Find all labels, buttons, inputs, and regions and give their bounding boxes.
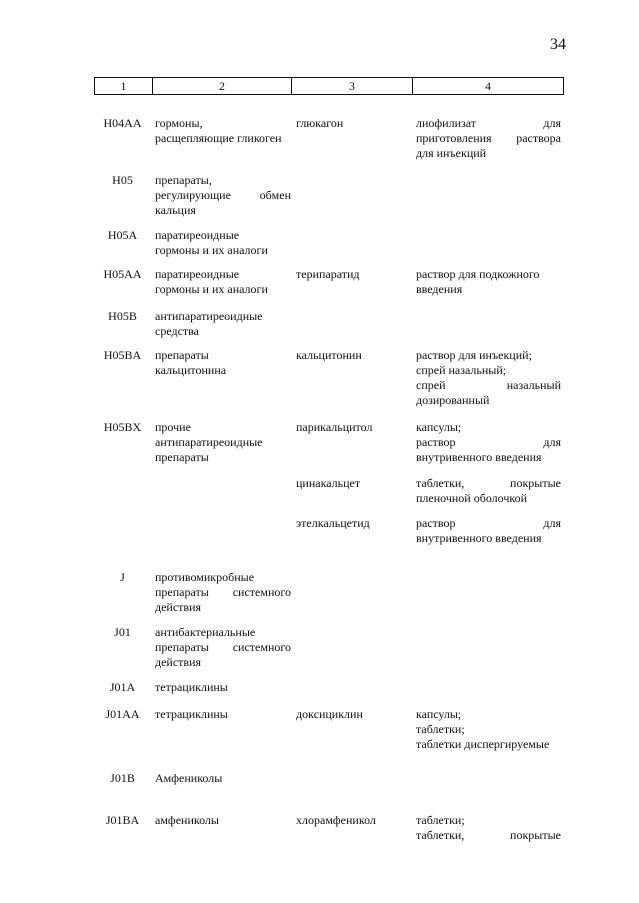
atc-code: H05BA: [103, 348, 142, 362]
atc-code: J01A: [109, 680, 136, 694]
group-name: [155, 348, 291, 378]
dosage-forms-line: раствор для подкожного: [416, 267, 540, 281]
atc-code: J01: [114, 625, 131, 639]
dosage-forms-line: таблетки;: [416, 722, 465, 736]
header-col-3: 3: [292, 78, 413, 94]
group-name-line: средства: [155, 324, 200, 338]
dosage-forms-line: спрей назальный;: [416, 363, 507, 377]
dosage-forms: [416, 707, 561, 752]
dosage-forms-line: [416, 476, 561, 491]
page-number: 34: [550, 36, 566, 53]
group-name-line: тетрациклины: [155, 707, 228, 721]
word: регулирующие: [155, 188, 231, 202]
group-name: [155, 680, 291, 695]
word: системного: [232, 585, 291, 599]
word: для: [543, 435, 561, 449]
group-name-line: прочие: [155, 420, 191, 434]
group-name: [155, 228, 291, 258]
word: приготовления: [416, 131, 492, 145]
dosage-forms-line: для инъекций: [416, 146, 487, 160]
group-name-line: гормоны,: [155, 116, 203, 130]
dosage-forms-line: [416, 516, 561, 531]
header-col-1: 1: [95, 78, 153, 94]
group-name: [155, 267, 291, 297]
atc-code: J01BA: [105, 813, 140, 827]
group-name-line: антипаратиреоидные: [155, 309, 263, 323]
drug-name: цинакальцет: [296, 476, 361, 490]
group-name: [155, 771, 291, 786]
atc-code: J: [120, 570, 125, 584]
group-name-line: гормоны и их аналоги: [155, 282, 268, 296]
group-name: [155, 173, 291, 218]
group-name-line: действия: [155, 655, 202, 669]
word: препараты: [155, 640, 209, 654]
dosage-forms-line: [416, 828, 561, 843]
dosage-forms-line: раствор для инъекций;: [416, 348, 532, 362]
dosage-forms-line: [416, 435, 561, 450]
group-name-line: расщепляющие гликоген: [155, 131, 282, 145]
group-name-line: антипаратиреоидные: [155, 435, 263, 449]
word: раствор: [416, 516, 456, 530]
group-name-line: препараты: [155, 450, 209, 464]
word: спрей: [416, 378, 446, 392]
table-header: [94, 77, 564, 95]
group-name: [155, 625, 291, 670]
group-name-line: паратиреоидные: [155, 228, 240, 242]
drug-name: хлорамфеникол: [296, 813, 376, 827]
atc-code: H05AA: [103, 267, 142, 281]
group-name-line: кальцитонина: [155, 363, 227, 377]
word: системного: [232, 640, 291, 654]
drug-name: доксициклин: [296, 707, 363, 721]
word: раствора: [516, 131, 561, 145]
group-name-line: [155, 585, 291, 600]
group-name-line: препараты: [155, 348, 209, 362]
dosage-forms-line: внутривенного введения: [416, 531, 542, 545]
dosage-forms: [416, 516, 561, 546]
atc-code: H04AA: [103, 116, 142, 130]
group-name-line: амфениколы: [155, 813, 219, 827]
atc-code: H05BX: [103, 420, 142, 434]
dosage-forms-line: таблетки диспергируемые: [416, 737, 550, 751]
dosage-forms: [416, 813, 561, 843]
group-name-line: противомикробные: [155, 570, 255, 584]
group-name-line: тетрациклины: [155, 680, 228, 694]
atc-code: J01AA: [105, 707, 140, 721]
drug-name: глюкагон: [296, 116, 344, 130]
word: обмен: [259, 188, 291, 202]
word: таблетки,: [416, 828, 465, 842]
group-name-line: [155, 640, 291, 655]
dosage-forms: [416, 476, 561, 506]
dosage-forms-line: введения: [416, 282, 463, 296]
atc-code: H05A: [107, 228, 138, 242]
dosage-forms: [416, 267, 561, 297]
group-name-line: антибактериальные: [155, 625, 256, 639]
dosage-forms-line: внутривенного введения: [416, 450, 542, 464]
group-name: [155, 707, 291, 722]
dosage-forms-line: [416, 378, 561, 393]
group-name-line: паратиреоидные: [155, 267, 240, 281]
word: покрытые: [510, 828, 561, 842]
group-name-line: Амфениколы: [155, 771, 223, 785]
word: для: [543, 116, 561, 130]
group-name: [155, 309, 291, 339]
atc-code: J01B: [110, 771, 135, 785]
group-name-line: действия: [155, 600, 202, 614]
drug-name: кальцитонин: [296, 348, 362, 362]
word: раствор: [416, 435, 456, 449]
group-name: [155, 420, 291, 465]
group-name-line: кальция: [155, 203, 196, 217]
dosage-forms-line: дозированный: [416, 393, 490, 407]
atc-code: H05: [112, 173, 133, 187]
header-col-2: 2: [153, 78, 292, 94]
dosage-forms: [416, 348, 561, 408]
dosage-forms-line: [416, 116, 561, 131]
header-col-4: 4: [485, 79, 491, 93]
group-name: [155, 570, 291, 615]
dosage-forms-line: капсулы;: [416, 420, 462, 434]
atc-code: H05B: [108, 309, 137, 323]
word: для: [543, 516, 561, 530]
word: таблетки,: [416, 476, 465, 490]
drug-name: парикальцитол: [296, 420, 373, 434]
word: препараты: [155, 585, 209, 599]
group-name: [155, 813, 291, 828]
dosage-forms-line: капсулы;: [416, 707, 462, 721]
drug-name: терипаратид: [296, 267, 360, 281]
dosage-forms: [416, 420, 561, 465]
dosage-forms-line: таблетки;: [416, 813, 465, 827]
word: лиофилизат: [416, 116, 477, 130]
word: назальный: [506, 378, 561, 392]
group-name-line: гормоны и их аналоги: [155, 243, 268, 257]
dosage-forms: [416, 116, 561, 161]
group-name-line: препараты,: [155, 173, 212, 187]
drug-name: этелкальцетид: [296, 516, 370, 530]
dosage-forms-line: пленочной оболочкой: [416, 491, 528, 505]
group-name-line: [155, 188, 291, 203]
dosage-forms-line: [416, 131, 561, 146]
word: покрытые: [510, 476, 561, 490]
group-name: [155, 116, 291, 146]
